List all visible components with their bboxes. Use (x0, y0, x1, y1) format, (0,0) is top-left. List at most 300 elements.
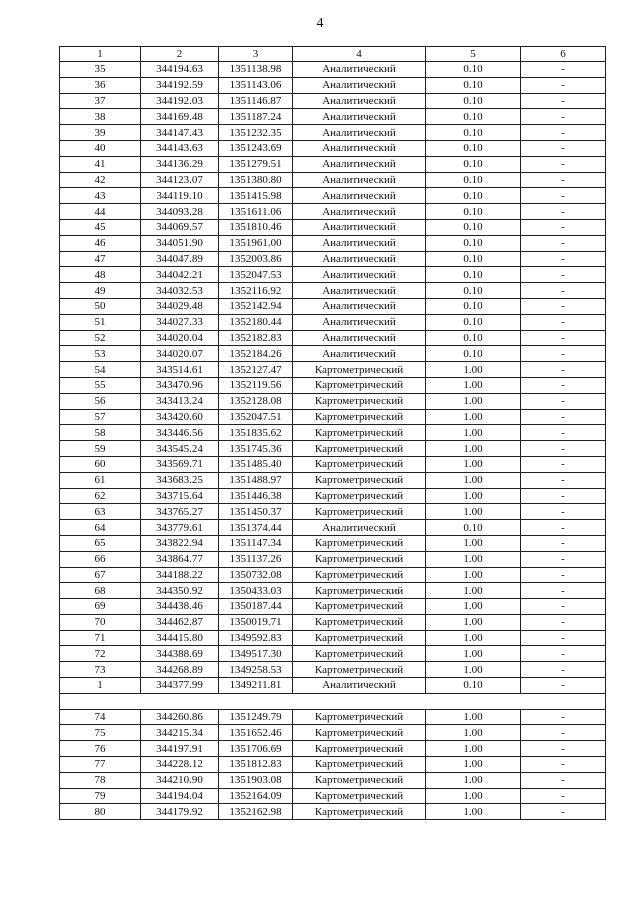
table-cell: - (521, 125, 606, 141)
table-cell: - (521, 535, 606, 551)
table-cell: 64 (60, 520, 141, 536)
table-cell: 1350732.08 (219, 567, 293, 583)
table-cell: 1351243.69 (219, 140, 293, 156)
table-cell: 1350019.71 (219, 614, 293, 630)
table-cell: Картометрический (293, 472, 426, 488)
table-cell: - (521, 314, 606, 330)
table-cell: Аналитический (293, 219, 426, 235)
table-cell: Аналитический (293, 314, 426, 330)
table-cell: 1352047.51 (219, 409, 293, 425)
table-cell: 80 (60, 804, 141, 820)
table-cell: 1352128.08 (219, 393, 293, 409)
table-cell: Картометрический (293, 535, 426, 551)
empty-cell (60, 693, 606, 709)
table-cell: 344123.07 (141, 172, 219, 188)
table-row (60, 630, 606, 646)
table-cell: 0.10 (426, 109, 521, 125)
table-cell: 1351450.37 (219, 504, 293, 520)
table-cell: Аналитический (293, 346, 426, 362)
table-cell: 77 (60, 757, 141, 773)
table-cell: 1352184.26 (219, 346, 293, 362)
table-cell: Картометрический (293, 741, 426, 757)
empty-row (60, 693, 606, 709)
table-cell: - (521, 599, 606, 615)
table-cell: 53 (60, 346, 141, 362)
table-cell: 1.00 (426, 362, 521, 378)
page-number: 4 (316, 16, 324, 31)
table-cell: - (521, 456, 606, 472)
table-cell: 40 (60, 140, 141, 156)
table-cell: 343514.61 (141, 362, 219, 378)
table-cell: - (521, 662, 606, 678)
table-cell: 344029.48 (141, 298, 219, 314)
table-row (60, 520, 606, 536)
table-cell: 344169.48 (141, 109, 219, 125)
table-cell: 1349258.53 (219, 662, 293, 678)
table-cell: 1.00 (426, 725, 521, 741)
table-cell: 344197.91 (141, 741, 219, 757)
table-row (60, 788, 606, 804)
table-cell: 344147.43 (141, 125, 219, 141)
table-cell: 0.10 (426, 283, 521, 299)
table-row (60, 219, 606, 235)
table-cell: - (521, 804, 606, 820)
table-cell: 1352119.56 (219, 377, 293, 393)
table-cell: Картометрический (293, 504, 426, 520)
table-cell: 54 (60, 362, 141, 378)
coordinates-table (59, 46, 606, 820)
table-cell: - (521, 788, 606, 804)
table-cell: 1.00 (426, 551, 521, 567)
table-cell: Аналитический (293, 267, 426, 283)
table-row (60, 441, 606, 457)
table-cell: 344268.89 (141, 662, 219, 678)
table-cell: - (521, 741, 606, 757)
table-row (60, 393, 606, 409)
table-cell: 344136.29 (141, 156, 219, 172)
table-cell: - (521, 441, 606, 457)
table-cell: - (521, 678, 606, 694)
table-cell: 344210.90 (141, 772, 219, 788)
table-cell: Картометрический (293, 709, 426, 725)
table-body-first-contour (60, 62, 606, 694)
table-cell: 70 (60, 614, 141, 630)
table-cell: - (521, 283, 606, 299)
table-cell: 1351810.46 (219, 219, 293, 235)
table-cell: 63 (60, 504, 141, 520)
table-cell: 1.00 (426, 504, 521, 520)
table-cell: 0.10 (426, 267, 521, 283)
table-cell: 0.10 (426, 314, 521, 330)
table-cell: 43 (60, 188, 141, 204)
table-cell: 343715.64 (141, 488, 219, 504)
table-cell: Картометрический (293, 804, 426, 820)
table-cell: 344027.33 (141, 314, 219, 330)
table-cell: 50 (60, 298, 141, 314)
table-cell: 36 (60, 77, 141, 93)
column-header: 5 (426, 47, 521, 62)
table-cell: 0.10 (426, 678, 521, 694)
table-cell: 1.00 (426, 788, 521, 804)
table-cell: 344260.86 (141, 709, 219, 725)
table-row (60, 93, 606, 109)
table-cell: Аналитический (293, 109, 426, 125)
table-cell: 1351961.00 (219, 235, 293, 251)
table-cell: 1351374.44 (219, 520, 293, 536)
table-cell: Картометрический (293, 425, 426, 441)
table-cell: 1351812.83 (219, 757, 293, 773)
table-cell: - (521, 520, 606, 536)
table-cell: - (521, 772, 606, 788)
column-header: 6 (521, 47, 606, 62)
table-cell: - (521, 109, 606, 125)
table-cell: 343545.24 (141, 441, 219, 457)
table-cell: 47 (60, 251, 141, 267)
table-cell: 1.00 (426, 709, 521, 725)
table-cell: - (521, 757, 606, 773)
table-cell: 344020.07 (141, 346, 219, 362)
table-row (60, 614, 606, 630)
table-cell: 1350187.44 (219, 599, 293, 615)
table-cell: - (521, 488, 606, 504)
table-cell: 344415.80 (141, 630, 219, 646)
table-body-second-contour (60, 709, 606, 820)
table-cell: 1351903.08 (219, 772, 293, 788)
table-cell: 0.10 (426, 219, 521, 235)
table-cell: - (521, 425, 606, 441)
table-cell: 49 (60, 283, 141, 299)
table-cell: 344215.34 (141, 725, 219, 741)
table-cell: - (521, 251, 606, 267)
table-cell: 1351137.26 (219, 551, 293, 567)
table-cell: 344194.63 (141, 62, 219, 78)
table-cell: 51 (60, 314, 141, 330)
table-cell: 1351146.87 (219, 93, 293, 109)
table-cell: - (521, 77, 606, 93)
table-cell: Аналитический (293, 77, 426, 93)
table-cell: 1351143.06 (219, 77, 293, 93)
table-cell: 41 (60, 156, 141, 172)
table-cell: Картометрический (293, 551, 426, 567)
table-row (60, 156, 606, 172)
table-cell: - (521, 472, 606, 488)
table-cell: 1.00 (426, 472, 521, 488)
table-cell: 344350.92 (141, 583, 219, 599)
table-cell: Аналитический (293, 330, 426, 346)
table-cell: 1352003.86 (219, 251, 293, 267)
table-cell: 56 (60, 393, 141, 409)
table-row (60, 535, 606, 551)
table-cell: 52 (60, 330, 141, 346)
column-header: 4 (293, 47, 426, 62)
table-cell: 46 (60, 235, 141, 251)
table-cell: Картометрический (293, 377, 426, 393)
table-cell: 1351232.35 (219, 125, 293, 141)
table-cell: 1351488.97 (219, 472, 293, 488)
table-cell: 0.10 (426, 62, 521, 78)
table-cell: - (521, 567, 606, 583)
table-cell: Аналитический (293, 188, 426, 204)
table-cell: 344051.90 (141, 235, 219, 251)
table-cell: Аналитический (293, 283, 426, 299)
table-cell: Аналитический (293, 204, 426, 220)
table-cell: - (521, 709, 606, 725)
table-row (60, 456, 606, 472)
table-cell: 66 (60, 551, 141, 567)
table-cell: - (521, 219, 606, 235)
table-cell: 1349592.83 (219, 630, 293, 646)
table-row (60, 172, 606, 188)
table-cell: - (521, 630, 606, 646)
table-cell: Аналитический (293, 156, 426, 172)
table-cell: 1351249.79 (219, 709, 293, 725)
table-cell: - (521, 725, 606, 741)
table-row (60, 741, 606, 757)
table-cell: 1352164.09 (219, 788, 293, 804)
table-cell: 1.00 (426, 772, 521, 788)
table-row (60, 551, 606, 567)
table-cell: 344020.04 (141, 330, 219, 346)
table-row (60, 377, 606, 393)
table-row (60, 709, 606, 725)
table-cell: 344119.10 (141, 188, 219, 204)
table-cell: 74 (60, 709, 141, 725)
table-cell: - (521, 267, 606, 283)
table-cell: 0.10 (426, 298, 521, 314)
table-row (60, 251, 606, 267)
table-row (60, 409, 606, 425)
table-cell: 344047.89 (141, 251, 219, 267)
table-row (60, 504, 606, 520)
table-cell: 69 (60, 599, 141, 615)
table-cell: 344194.04 (141, 788, 219, 804)
table-cell: 343683.25 (141, 472, 219, 488)
table-separator (60, 693, 606, 709)
table-cell: 343779.61 (141, 520, 219, 536)
table-cell: 1352127.47 (219, 362, 293, 378)
table-cell: - (521, 330, 606, 346)
table-row (60, 567, 606, 583)
table-cell: - (521, 504, 606, 520)
table-cell: 343413.24 (141, 393, 219, 409)
table-cell: - (521, 93, 606, 109)
table-cell: 1351138.98 (219, 62, 293, 78)
table-cell: Аналитический (293, 520, 426, 536)
table-cell: 0.10 (426, 156, 521, 172)
table-cell: 0.10 (426, 251, 521, 267)
table-cell: 343446.56 (141, 425, 219, 441)
table-cell: 343864.77 (141, 551, 219, 567)
table-cell: 1.00 (426, 583, 521, 599)
table-cell: 343765.27 (141, 504, 219, 520)
table-cell: 1351187.24 (219, 109, 293, 125)
table-cell: 75 (60, 725, 141, 741)
table-cell: 1351611.06 (219, 204, 293, 220)
table-row (60, 109, 606, 125)
table-cell: 45 (60, 219, 141, 235)
table-cell: 1.00 (426, 393, 521, 409)
table-row (60, 362, 606, 378)
table-cell: Картометрический (293, 583, 426, 599)
table-cell: 1351415.98 (219, 188, 293, 204)
table-cell: 344438.46 (141, 599, 219, 615)
table-cell: 0.10 (426, 188, 521, 204)
table-cell: Картометрический (293, 725, 426, 741)
table-cell: 1.00 (426, 646, 521, 662)
table-cell: - (521, 614, 606, 630)
table-cell: 1.00 (426, 456, 521, 472)
table-cell: 0.10 (426, 520, 521, 536)
table-cell: Аналитический (293, 140, 426, 156)
table-cell: Картометрический (293, 488, 426, 504)
table-cell: 0.10 (426, 346, 521, 362)
table-cell: 1351652.46 (219, 725, 293, 741)
table-cell: 65 (60, 535, 141, 551)
table-cell: 60 (60, 456, 141, 472)
table-cell: 55 (60, 377, 141, 393)
table-cell: - (521, 188, 606, 204)
table-cell: 58 (60, 425, 141, 441)
table-cell: 67 (60, 567, 141, 583)
table-cell: Картометрический (293, 630, 426, 646)
table-cell: 1351485.40 (219, 456, 293, 472)
table-cell: 0.10 (426, 77, 521, 93)
table-cell: - (521, 156, 606, 172)
table-cell: Картометрический (293, 646, 426, 662)
table-cell: 1351835.62 (219, 425, 293, 441)
table-cell: 1.00 (426, 425, 521, 441)
table-cell: 1.00 (426, 441, 521, 457)
table-cell: - (521, 646, 606, 662)
table-cell: 1350433.03 (219, 583, 293, 599)
table-cell: 57 (60, 409, 141, 425)
table-cell: 1349517.30 (219, 646, 293, 662)
table-row (60, 314, 606, 330)
table-cell: Картометрический (293, 772, 426, 788)
table-cell: 1352162.98 (219, 804, 293, 820)
table-cell: 72 (60, 646, 141, 662)
table-cell: 344188.22 (141, 567, 219, 583)
table-row (60, 283, 606, 299)
table-cell: 38 (60, 109, 141, 125)
table-cell: 0.10 (426, 330, 521, 346)
table-cell: Аналитический (293, 172, 426, 188)
table-cell: 1.00 (426, 535, 521, 551)
table-cell: 35 (60, 62, 141, 78)
table-cell: 0.10 (426, 172, 521, 188)
table-row (60, 235, 606, 251)
table-cell: - (521, 409, 606, 425)
table-row (60, 488, 606, 504)
table-cell: 1351279.51 (219, 156, 293, 172)
table-cell: 1351446.38 (219, 488, 293, 504)
table-cell: 39 (60, 125, 141, 141)
table-cell: - (521, 62, 606, 78)
table-row (60, 725, 606, 741)
table-cell: 344042.21 (141, 267, 219, 283)
table-cell: Аналитический (293, 93, 426, 109)
table-row (60, 188, 606, 204)
table-cell: 1351745.36 (219, 441, 293, 457)
table-cell: 343420.60 (141, 409, 219, 425)
table-cell: 61 (60, 472, 141, 488)
table-cell: 1349211.81 (219, 678, 293, 694)
table-cell: Картометрический (293, 788, 426, 804)
table-row (60, 757, 606, 773)
table-row (60, 125, 606, 141)
table-cell: 1.00 (426, 662, 521, 678)
table-row (60, 772, 606, 788)
column-header: 2 (141, 47, 219, 62)
table-row (60, 599, 606, 615)
table-row (60, 330, 606, 346)
table-cell: - (521, 346, 606, 362)
table-cell: 1.00 (426, 741, 521, 757)
table-cell: 343569.71 (141, 456, 219, 472)
table-row (60, 646, 606, 662)
table-cell: 76 (60, 741, 141, 757)
table-row (60, 62, 606, 78)
table-cell: 59 (60, 441, 141, 457)
table-cell: 1352142.94 (219, 298, 293, 314)
table-cell: 1.00 (426, 630, 521, 646)
table-cell: - (521, 583, 606, 599)
table-row (60, 472, 606, 488)
table-cell: 1.00 (426, 377, 521, 393)
table-cell: Аналитический (293, 298, 426, 314)
table-cell: - (521, 140, 606, 156)
table-cell: Картометрический (293, 662, 426, 678)
table-cell: - (521, 235, 606, 251)
table-cell: Аналитический (293, 678, 426, 694)
table-cell: 344192.59 (141, 77, 219, 93)
table-cell: Картометрический (293, 757, 426, 773)
table-cell: 344377.99 (141, 678, 219, 694)
column-header: 3 (219, 47, 293, 62)
table-cell: 344069.57 (141, 219, 219, 235)
table-row (60, 804, 606, 820)
table-cell: 1.00 (426, 567, 521, 583)
table-row (60, 204, 606, 220)
table-cell: - (521, 551, 606, 567)
table-row (60, 678, 606, 694)
table-cell: 48 (60, 267, 141, 283)
table-cell: 1.00 (426, 804, 521, 820)
table-cell: 62 (60, 488, 141, 504)
table-cell: Картометрический (293, 362, 426, 378)
table-row (60, 662, 606, 678)
table-cell: 1351147.34 (219, 535, 293, 551)
table-cell: 344462.87 (141, 614, 219, 630)
table-cell: Аналитический (293, 62, 426, 78)
header-row (60, 47, 606, 62)
table-cell: 44 (60, 204, 141, 220)
table-cell: 0.10 (426, 235, 521, 251)
table-cell: 1352180.44 (219, 314, 293, 330)
table-cell: 73 (60, 662, 141, 678)
table-cell: 78 (60, 772, 141, 788)
table-header (60, 47, 606, 62)
table-cell: 344388.69 (141, 646, 219, 662)
table-cell: 0.10 (426, 204, 521, 220)
table-row (60, 77, 606, 93)
table-cell: Картометрический (293, 441, 426, 457)
table-cell: - (521, 172, 606, 188)
table-cell: Картометрический (293, 456, 426, 472)
table-row (60, 425, 606, 441)
table-cell: 42 (60, 172, 141, 188)
table-cell: Картометрический (293, 393, 426, 409)
